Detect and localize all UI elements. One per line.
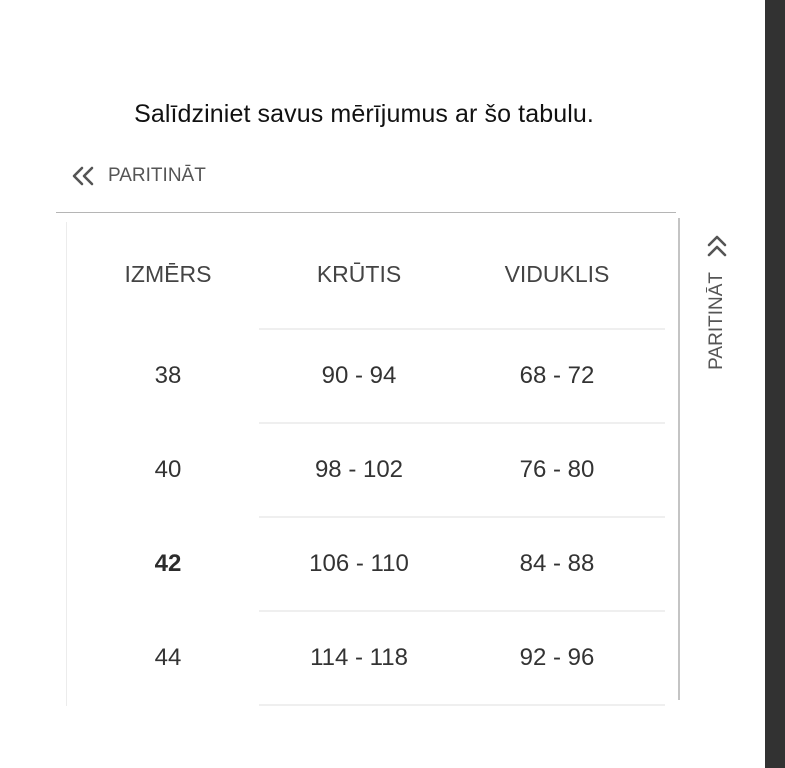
row-divider	[259, 328, 665, 330]
cell-size: 38	[154, 362, 182, 389]
cell-size: 44	[154, 644, 182, 671]
row-divider	[259, 516, 665, 518]
table-row	[67, 534, 665, 594]
table-header-row	[67, 246, 665, 302]
double-chevron-left-icon	[70, 165, 96, 187]
cell-waist: 76 - 80	[519, 456, 595, 483]
scroll-left-label: PARITINĀT	[108, 165, 206, 186]
scroll-right-button[interactable]	[700, 230, 736, 376]
scroll-right-label: PARITINĀT	[706, 272, 727, 370]
size-table[interactable]	[66, 222, 665, 706]
table-row	[67, 346, 665, 406]
cell-chest: 90 - 94	[321, 362, 397, 389]
cell-chest: 106 - 110	[309, 550, 409, 577]
cell-chest: 98 - 102	[314, 456, 404, 483]
table-row	[67, 440, 665, 500]
cell-waist: 84 - 88	[519, 550, 595, 577]
row-divider	[259, 610, 665, 612]
header-size: IZMĒRS	[124, 260, 212, 287]
row-divider	[259, 704, 665, 706]
top-divider	[56, 212, 676, 213]
table-row	[67, 628, 665, 688]
cell-chest: 114 - 118	[310, 644, 408, 671]
cell-waist: 68 - 72	[519, 362, 595, 389]
cell-size: 42	[154, 550, 182, 577]
header-chest: KRŪTIS	[316, 260, 402, 287]
scroll-left-button[interactable]	[70, 162, 206, 190]
right-divider	[678, 218, 680, 700]
row-divider	[259, 422, 665, 424]
cell-size: 40	[154, 456, 182, 483]
cell-waist: 92 - 96	[519, 644, 595, 671]
page-heading: Salīdziniet savus mērījumus ar šo tabulu.	[134, 100, 594, 128]
window-scrollbar[interactable]	[765, 0, 785, 768]
header-waist: VIDUKLIS	[504, 260, 610, 287]
double-chevron-up-icon	[705, 234, 729, 260]
